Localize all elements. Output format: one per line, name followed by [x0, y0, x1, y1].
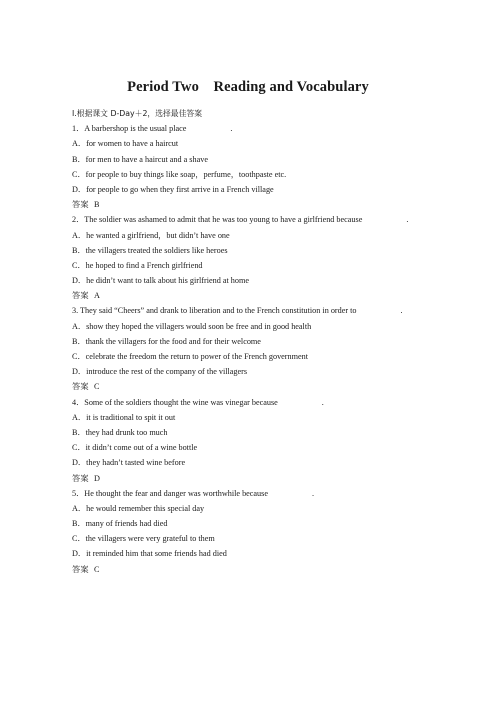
section-header: Ⅰ.根据课文 D-Day＋2，选择最佳答案 — [72, 109, 202, 118]
option-b: B．the villagers treated the soldiers like heroes — [72, 245, 228, 255]
option-d: D．for people to go when they first arrive in a French village — [72, 184, 274, 194]
question-stem: 1．A barbershop is the usual place . — [72, 124, 233, 134]
option-b: B．many of friends had died — [72, 519, 168, 529]
option-a: A．for women to have a haircut — [72, 139, 179, 149]
option-d: D．introduce the rest of the company of the villagers — [72, 367, 248, 377]
option-a: A．it is traditional to spit it out — [72, 412, 176, 422]
question-2 — [72, 212, 432, 303]
answer-line — [72, 197, 432, 212]
answer-label: 答案 — [72, 564, 89, 574]
answer-label: 答案 — [72, 200, 89, 210]
question-4 — [72, 395, 432, 486]
option-b: B．they had drunk too much — [72, 427, 168, 437]
question-stem: 3. They said “Cheers” and drank to liberation and to the French constitution in order to . — [72, 306, 403, 316]
option-b: B．thank the villagers for the food and for their welcome — [72, 336, 261, 346]
page-title: Period Two Reading and Vocabulary — [127, 79, 369, 95]
option-d: D．they hadn’t tasted wine before — [72, 458, 186, 468]
answer-label: 答案 — [72, 382, 89, 392]
option-c: C．celebrate the freedom the return to power of the French government — [72, 352, 308, 361]
answer-label: 答案 — [72, 291, 89, 301]
option-a: A．he would remember this special day — [72, 503, 205, 513]
option-b: B．for men to have a haircut and a shave — [72, 154, 208, 164]
option-c: C．he hoped to find a French girlfriend — [72, 260, 203, 270]
question-stem: 5．He thought the fear and danger was worthwhile because . — [72, 488, 315, 498]
question-1 — [72, 121, 432, 212]
option-d: D．he didn’t want to talk about his girlfriend at home — [72, 276, 249, 286]
answer-value: A — [94, 291, 101, 301]
option-a: A．he wanted a girlfriend，but didn’t have one — [72, 230, 230, 240]
answer-value: C — [94, 382, 100, 392]
answer-value: B — [94, 200, 100, 210]
option-c: C．for people to buy things like soap，perfume，toothpaste etc. — [72, 169, 287, 179]
document-body — [72, 106, 432, 577]
answer-line — [72, 562, 432, 577]
question-stem: 4．Some of the soldiers thought the wine was vinegar because . — [72, 397, 324, 407]
option-c: C．the villagers were very grateful to them — [72, 534, 215, 544]
answer-label: 答案 — [72, 473, 89, 483]
option-a: A．show they hoped the villagers would soon be free and in good health — [72, 321, 312, 331]
question-5 — [72, 486, 432, 577]
question-3 — [72, 303, 432, 394]
answer-line — [72, 288, 432, 303]
question-stem: 2．The soldier was ashamed to admit that he was too young to have a girlfriend because . — [72, 215, 409, 225]
answer-line — [72, 379, 432, 394]
answer-value: C — [94, 564, 100, 574]
option-c: C．it didn’t come out of a wine bottle — [72, 443, 198, 453]
option-d: D．it reminded him that some friends had died — [72, 549, 227, 559]
answer-value: D — [94, 473, 101, 483]
answer-line — [72, 471, 432, 486]
